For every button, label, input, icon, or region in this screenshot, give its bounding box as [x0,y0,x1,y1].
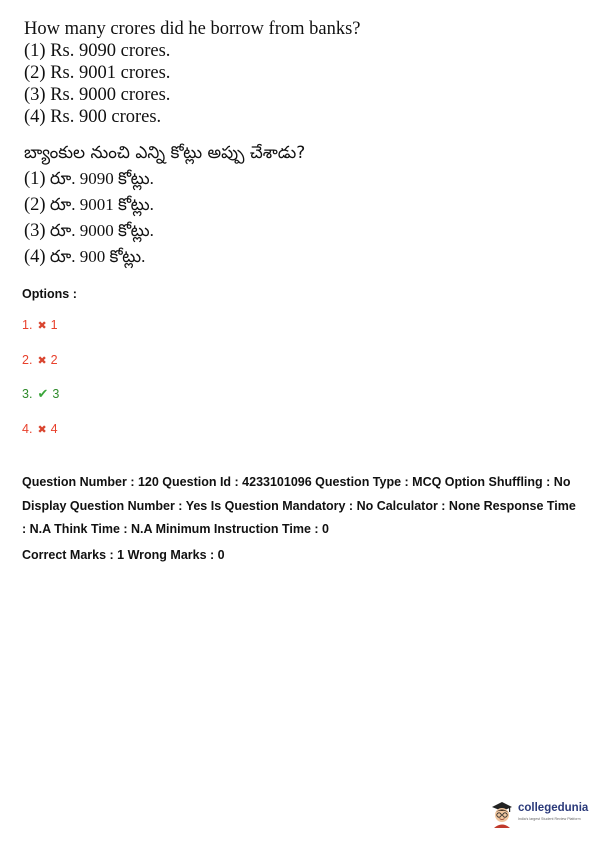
question-metadata [22,471,582,567]
choice-index: 4. [22,421,33,436]
student-mascot-icon [489,800,515,828]
option-telugu-text: రూ. 900 కోట్లు. [49,247,146,266]
logo-tagline: India's largest Student Review Platform [518,817,581,821]
option-telugu-4 [24,244,584,270]
choice-value: 3 [52,387,60,401]
collegedunia-logo [489,800,588,828]
choice-index: 2. [22,352,33,367]
choice-value: 1 [50,318,58,332]
logo-wordmark: collegedunia [518,802,589,814]
option-english-1: (1) Rs. 9090 crores. [24,41,171,61]
check-icon: ✔ [37,386,49,401]
option-english-2: (2) Rs. 9001 crores. [24,63,171,83]
choice-value: 2 [50,352,58,367]
option-english-4: (4) Rs. 900 crores. [24,107,162,127]
question-block [24,18,584,270]
option-telugu-3 [24,218,584,244]
option-telugu-2 [24,192,584,218]
marks-details: Correct Marks : 1 Wrong Marks : 0 [22,547,225,562]
choice-1 [22,318,59,353]
option-telugu-number: (4) [24,247,46,267]
choice-list [22,318,59,456]
choice-4 [22,422,59,457]
choice-index: 1. [22,318,33,332]
cross-icon: ✖ [37,320,47,332]
option-telugu-1 [24,166,584,192]
option-telugu-text: రూ. 9090 కోట్లు. [49,169,154,188]
option-english-3: (3) Rs. 9000 crores. [24,85,171,105]
cross-icon: ✖ [37,423,47,436]
question-text-english: How many crores did he borrow from banks? [24,19,361,39]
question-text-telugu: బ్యాంకుల నుంచి ఎన్ని కోట్లు అప్పు చేశాడు? [24,143,306,163]
option-telugu-number: (1) [24,169,46,189]
option-telugu-number: (3) [24,221,46,241]
choice-value: 4 [50,421,58,436]
choice-3 [22,387,59,422]
option-telugu-text: రూ. 9001 కోట్లు. [49,195,154,214]
question-details: Question Number : 120 Question Id : 4233101096 Question Type : MCQ Option Shuffling : No Display Question Number : Yes Is Question Mandatory : No Calculator : None Response Time : N.A Think Time : N.A Minimum Instruction Time : 0 [22,475,576,536]
choice-2 [22,353,59,388]
option-telugu-text: రూ. 9000 కోట్లు. [49,221,154,240]
option-telugu-number: (2) [24,195,46,215]
choice-index: 3. [22,387,33,401]
options-label: Options : [22,287,77,301]
cross-icon: ✖ [37,354,47,367]
